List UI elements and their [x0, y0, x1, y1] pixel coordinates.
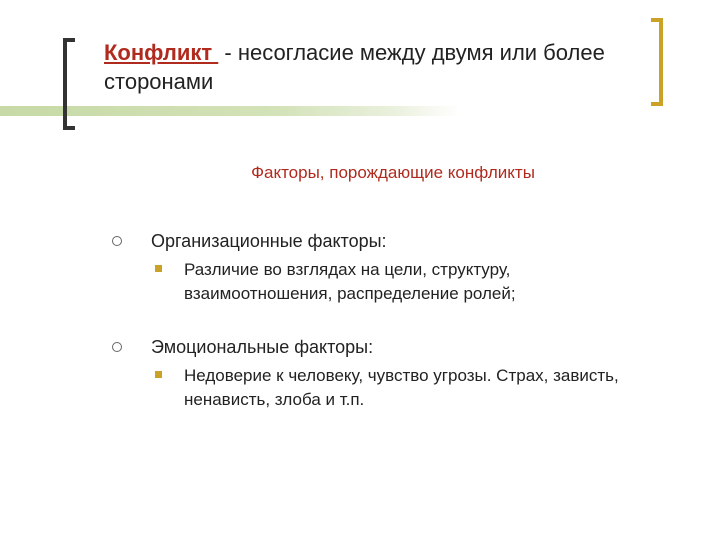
- title-term: Конфликт: [104, 40, 219, 65]
- right-bracket-decoration: [651, 18, 663, 106]
- hollow-circle-bullet-icon: [112, 342, 122, 352]
- list-item: [112, 230, 632, 306]
- factors-list: [112, 230, 632, 442]
- square-bullet-icon: [155, 371, 162, 378]
- slide-subtitle: Факторы, порождающие конфликты: [251, 163, 535, 182]
- hollow-circle-bullet-icon: [112, 236, 122, 246]
- list-item-label: Организационные факторы:: [151, 231, 387, 251]
- slide-title: [104, 38, 624, 96]
- sub-list-item-text: Различие во взглядах на цели, структуру, взаимоотношения, распределение ролей;: [184, 260, 516, 303]
- sub-list-item-text: Недоверие к человеку, чувство угрозы. Страх, зависть, ненависть, злоба и т.п.: [184, 366, 619, 409]
- title-definition: - несогласие между двумя или более сторонами: [104, 40, 605, 94]
- list-item-label: Эмоциональные факторы:: [151, 337, 374, 357]
- sub-list-item: [151, 364, 632, 412]
- sub-list-item: [151, 258, 632, 306]
- square-bullet-icon: [155, 265, 162, 272]
- left-bracket-decoration: [63, 38, 75, 130]
- list-item: [112, 336, 632, 412]
